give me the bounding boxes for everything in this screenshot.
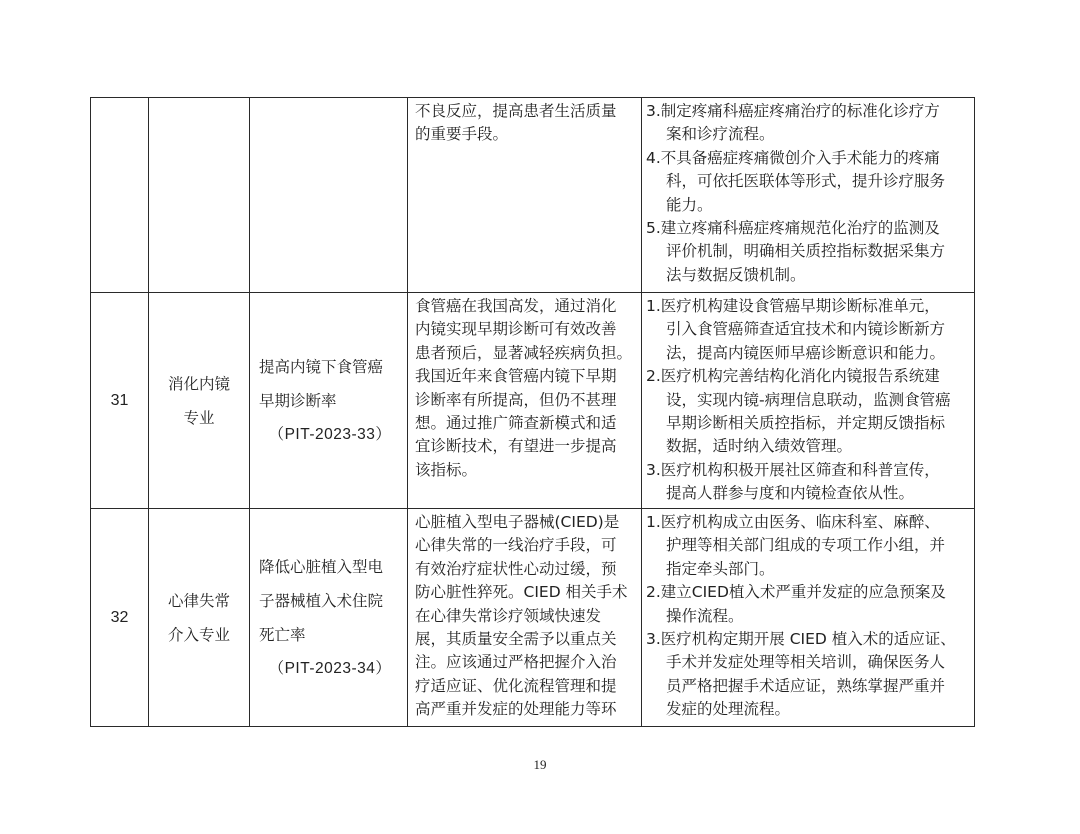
improvement-text-line: 科，可依托医联体等形式，提升诊疗服务 (666, 172, 946, 191)
indicator-code: （PIT-2023-34） (268, 659, 392, 677)
improvement-cell (642, 509, 975, 727)
improvement-text-line: 3.医疗机构定期开展 CIED 植入术的适应证、 (646, 630, 956, 649)
significance-text-line: 食管癌在我国高发，通过消化 (415, 297, 617, 315)
significance-text-line: 疗适应证、优化流程管理和提 (415, 676, 617, 695)
improvement-text-line: 员严格把握手术适应证，熟练掌握严重并 (666, 676, 946, 695)
improvement-cell (642, 293, 975, 509)
indicator-cell (250, 509, 408, 727)
specialty-cell (149, 98, 250, 293)
improvement-item (646, 459, 970, 506)
improvement-text-line: 早期诊断相关质控指标，并定期反馈指标 (666, 414, 946, 433)
improvement-text-line: 3.制定疼痛科癌症疼痛治疗的标准化诊疗方 (646, 102, 940, 120)
improvement-text-line: 法与数据反馈机制。 (666, 265, 806, 284)
significance-text-line: 高严重并发症的处理能力等环 (415, 700, 617, 719)
indicator-name-line: 早期诊断率 (259, 391, 337, 410)
improvement-text-line: 提高人群参与度和内镜检查依从性。 (666, 484, 915, 503)
significance-text-line: 展，其质量安全需予以重点关 (415, 630, 617, 649)
indicator-name-line: 死亡率 (259, 625, 306, 644)
improvement-text-line: 引入食管癌筛查适宜技术和内镜诊断新方 (666, 320, 946, 339)
indicator-code: （PIT-2023-33） (268, 425, 392, 443)
significance-text-line: 的重要手段。 (415, 125, 509, 144)
improvement-item (646, 581, 970, 628)
improvement-text-line: 1.医疗机构建设食管癌早期诊断标准单元， (646, 297, 940, 315)
improvement-text-line: 手术并发症处理等相关培训，确保医务人 (666, 653, 946, 672)
improvement-text-line: 1.医疗机构成立由医务、临床科室、麻醉、 (646, 513, 940, 531)
indicator-cell (250, 293, 408, 509)
significance-text-line: 心脏植入型电子器械(CIED)是 (415, 513, 620, 531)
indicator-name-line: 提高内镜下食管癌 (259, 357, 384, 376)
significance-text-line: 心律失常的一线治疗手段，可 (415, 536, 617, 555)
significance-text-line: 不良反应，提高患者生活质量 (415, 102, 617, 120)
specialty-label-line: 消化内镜 (167, 374, 230, 393)
improvement-text-line: 5.建立疼痛科癌症疼痛规范化治疗的监测及 (646, 219, 940, 238)
improvement-text-line: 设，实现内镜-病理信息联动，监测食管癌 (666, 390, 951, 409)
row-number-cell (91, 293, 149, 509)
improvement-text-line: 案和诊疗流程。 (666, 125, 775, 144)
significance-text-line: 诊断率有所提高，但仍不甚理 (415, 390, 617, 409)
indicator-name-line: 子器械植入术住院 (259, 591, 384, 610)
improvement-item (646, 295, 970, 365)
significance-text-line: 宜诊断技术，有望进一步提高 (415, 437, 617, 456)
improvement-cell (642, 98, 975, 293)
significance-text-line: 在心律失常诊疗领域快速发 (415, 606, 602, 625)
improvement-text-line: 法，提高内镜医师早癌诊断意识和能力。 (666, 343, 946, 362)
improvement-text-line: 2.建立CIED植入术严重并发症的应急预案及 (646, 583, 946, 602)
improvement-item (646, 365, 970, 459)
table-body (91, 98, 975, 727)
specialty-label-line: 介入专业 (167, 625, 230, 644)
page-number: 19 (533, 757, 547, 772)
table-row (91, 98, 975, 293)
row-number: 32 (110, 608, 129, 626)
specialty-label-line: 专业 (183, 408, 215, 427)
improvement-text-line: 操作流程。 (666, 606, 744, 625)
improvement-text-line: 2.医疗机构完善结构化消化内镜报告系统建 (646, 367, 940, 386)
improvement-text-line: 3.医疗机构积极开展社区筛查和科普宣传， (646, 460, 940, 479)
significance-cell (408, 293, 642, 509)
improvement-text-line: 评价机制，明确相关质控指标数据采集方 (666, 242, 946, 261)
significance-cell (408, 509, 642, 727)
improvement-item (646, 147, 970, 217)
significance-text-line: 想。通过推广筛查新模式和适 (415, 414, 617, 433)
significance-text-line: 防心脏性猝死。CIED 相关手术 (415, 583, 628, 602)
improvement-text-line: 数据，适时纳入绩效管理。 (666, 437, 853, 456)
row-number: 31 (110, 391, 129, 409)
improvement-item (646, 100, 970, 147)
improvement-text-line: 护理等相关部门组成的专项工作小组，并 (666, 536, 946, 555)
row-number-cell (91, 98, 149, 293)
specialty-label-line: 心律失常 (167, 591, 230, 610)
significance-text-line: 该指标。 (415, 460, 478, 479)
significance-text-line: 内镜实现早期诊断可有效改善 (415, 320, 617, 339)
significance-cell (408, 98, 642, 293)
table-row (91, 509, 975, 727)
improvement-item (646, 511, 970, 581)
improvement-text-line: 指定牵头部门。 (666, 559, 775, 578)
improvement-text-line: 4.不具备癌症疼痛微创介入手术能力的疼痛 (646, 148, 940, 167)
row-number-cell (91, 509, 149, 727)
significance-text-line: 注。应该通过严格把握介入治 (415, 653, 617, 672)
improvement-item (646, 628, 970, 722)
significance-text-line: 患者预后，显著减轻疾病负担。 (415, 343, 633, 362)
quality-indicator-table (90, 97, 975, 727)
specialty-cell (149, 293, 250, 509)
significance-text-line: 有效治疗症状性心动过缓，预 (415, 559, 617, 578)
indicator-name-line: 降低心脏植入型电 (259, 557, 384, 576)
improvement-text-line: 能力。 (666, 195, 713, 214)
improvement-item (646, 217, 970, 287)
table-row (91, 293, 975, 509)
specialty-cell (149, 509, 250, 727)
improvement-text-line: 发症的处理流程。 (666, 700, 791, 719)
significance-text-line: 我国近年来食管癌内镜下早期 (415, 367, 617, 386)
indicator-cell (250, 98, 408, 293)
